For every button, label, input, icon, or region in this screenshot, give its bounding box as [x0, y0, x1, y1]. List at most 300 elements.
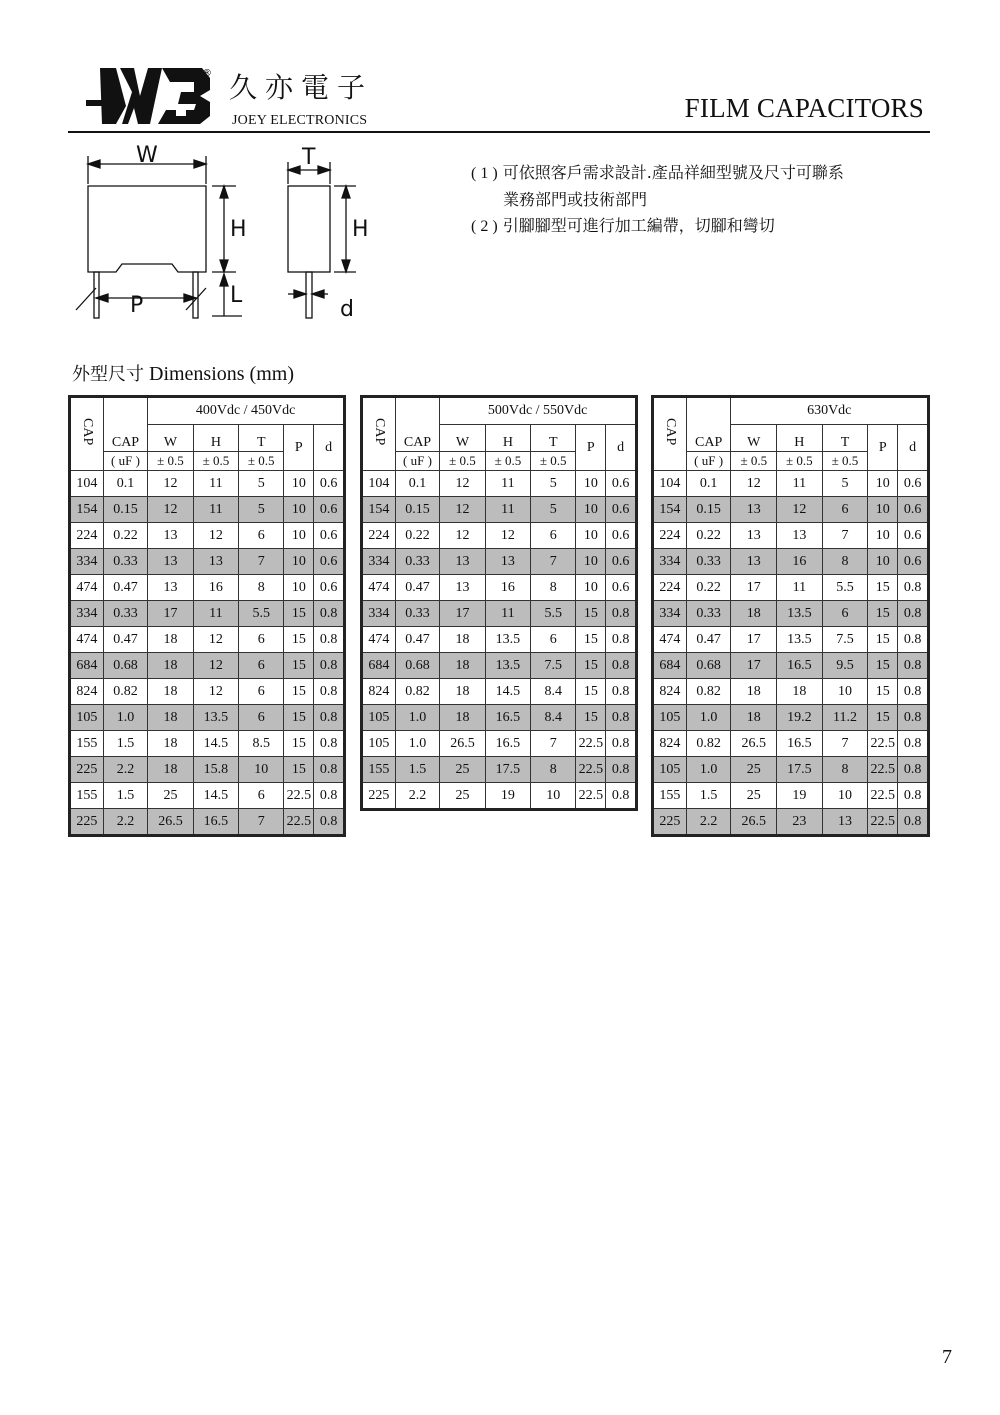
header-w: W	[148, 425, 193, 452]
cell-p-value: 15	[284, 627, 314, 653]
cell-cap-value: 0.15	[686, 497, 731, 523]
cell-d-value: 0.8	[314, 601, 345, 627]
table-row	[653, 705, 929, 731]
cell-cap-code: 105	[653, 705, 687, 731]
cell-d-value: 0.8	[898, 731, 929, 757]
cell-cap-code: 155	[70, 731, 104, 757]
cell-p-value: 15	[284, 679, 314, 705]
cell-w-value: 25	[440, 757, 485, 783]
table-row	[653, 653, 929, 679]
cell-t-value: 6	[239, 783, 284, 809]
cell-d-value: 0.8	[314, 809, 345, 836]
brand-name-chinese: 久亦電子	[229, 71, 374, 104]
cell-cap-code: 104	[362, 471, 396, 497]
cell-cap-value: 0.33	[686, 601, 731, 627]
header-divider	[68, 131, 930, 133]
cell-cap-code: 155	[70, 783, 104, 809]
section-title-english: Dimensions (mm)	[149, 363, 294, 385]
cell-d-value: 0.6	[606, 549, 637, 575]
note-1-number: ( 1 )	[471, 165, 498, 182]
table-row	[70, 523, 345, 549]
header-unit: ( uF )	[103, 452, 148, 471]
table-row	[653, 523, 929, 549]
cell-h-value: 11	[485, 497, 530, 523]
cell-t-value: 8.4	[531, 705, 576, 731]
table-row	[362, 731, 637, 757]
cell-cap-code: 224	[653, 575, 687, 601]
note-2	[471, 213, 844, 240]
cell-d-value: 0.6	[314, 471, 345, 497]
cell-cap-code: 334	[70, 601, 104, 627]
cell-cap-code: 105	[653, 757, 687, 783]
table-row	[653, 471, 929, 497]
cell-t-value: 7	[239, 809, 284, 836]
cell-t-value: 7.5	[531, 653, 576, 679]
cell-w-value: 12	[440, 523, 485, 549]
cell-d-value: 0.8	[606, 601, 637, 627]
cell-h-value: 15.8	[193, 757, 238, 783]
cell-w-value: 13	[731, 549, 777, 575]
cell-cap-value: 0.22	[395, 523, 440, 549]
cell-cap-value: 0.82	[686, 731, 731, 757]
header-p: P	[576, 425, 606, 471]
cell-p-value: 15	[868, 705, 898, 731]
cell-t-value: 5	[239, 471, 284, 497]
header-cap-code: CAP	[362, 397, 396, 471]
header-w-tolerance: ± 0.5	[440, 452, 485, 471]
cell-w-value: 18	[731, 705, 777, 731]
cell-t-value: 8	[239, 575, 284, 601]
cell-w-value: 13	[148, 575, 193, 601]
table-row	[70, 653, 345, 679]
cell-w-value: 25	[731, 783, 777, 809]
header-t: T	[239, 425, 284, 452]
page-title: FILM CAPACITORS	[684, 93, 924, 123]
cell-h-value: 12	[193, 523, 238, 549]
cell-t-value: 5	[531, 497, 576, 523]
cell-w-value: 13	[731, 523, 777, 549]
table-row	[653, 757, 929, 783]
cell-cap-code: 334	[362, 549, 396, 575]
registered-mark: ®	[202, 68, 212, 79]
cell-h-value: 12	[193, 653, 238, 679]
cell-cap-code: 684	[362, 653, 396, 679]
diagram-label-w: W	[136, 143, 158, 168]
cell-p-value: 10	[576, 497, 606, 523]
header-unit: ( uF )	[395, 452, 440, 471]
table-row	[362, 679, 637, 705]
cell-cap-value: 1.0	[395, 705, 440, 731]
table-row	[362, 653, 637, 679]
cell-w-value: 18	[440, 705, 485, 731]
cell-p-value: 15	[284, 653, 314, 679]
cell-d-value: 0.8	[898, 783, 929, 809]
table-row	[362, 471, 637, 497]
note-1	[471, 160, 844, 187]
cell-cap-code: 224	[362, 523, 396, 549]
cell-h-value: 19	[777, 783, 823, 809]
cell-h-value: 11	[193, 471, 238, 497]
table-row	[362, 705, 637, 731]
cell-w-value: 12	[148, 497, 193, 523]
cell-cap-code: 224	[653, 523, 687, 549]
cell-cap-value: 0.68	[686, 653, 731, 679]
cell-t-value: 8.5	[239, 731, 284, 757]
cell-t-value: 6	[531, 627, 576, 653]
header-cap: CAP	[103, 397, 148, 452]
cell-d-value: 0.8	[314, 653, 345, 679]
cell-h-value: 14.5	[485, 679, 530, 705]
cell-cap-code: 104	[653, 471, 687, 497]
diagram-label-h-front: H	[230, 217, 247, 242]
cell-cap-value: 0.33	[103, 601, 148, 627]
header-d: d	[606, 425, 637, 471]
cell-p-value: 10	[576, 471, 606, 497]
cell-cap-value: 2.2	[395, 783, 440, 810]
cell-d-value: 0.8	[606, 783, 637, 810]
cell-t-value: 5	[531, 471, 576, 497]
cell-h-value: 19.2	[777, 705, 823, 731]
cell-p-value: 10	[576, 523, 606, 549]
cell-d-value: 0.6	[606, 471, 637, 497]
cell-cap-value: 1.5	[103, 783, 148, 809]
cell-h-value: 13.5	[777, 601, 823, 627]
cell-d-value: 0.8	[898, 679, 929, 705]
cell-t-value: 5	[822, 471, 868, 497]
header-t: T	[531, 425, 576, 452]
cell-p-value: 22.5	[868, 731, 898, 757]
cell-p-value: 22.5	[868, 757, 898, 783]
cell-cap-value: 0.15	[395, 497, 440, 523]
note-1-continuation: 業務部門或技術部門	[503, 190, 648, 209]
cell-cap-code: 824	[653, 731, 687, 757]
table-row	[362, 523, 637, 549]
cell-t-value: 11.2	[822, 705, 868, 731]
cell-w-value: 18	[440, 653, 485, 679]
cell-cap-code: 104	[70, 471, 104, 497]
cell-w-value: 12	[440, 471, 485, 497]
cell-cap-code: 105	[362, 731, 396, 757]
cell-t-value: 6	[822, 497, 868, 523]
cell-d-value: 0.8	[898, 601, 929, 627]
cell-cap-code: 224	[70, 523, 104, 549]
cell-h-value: 17.5	[485, 757, 530, 783]
cell-t-value: 10	[239, 757, 284, 783]
cell-cap-value: 1.0	[686, 757, 731, 783]
note-2-number: ( 2 )	[471, 218, 498, 235]
cell-d-value: 0.8	[314, 627, 345, 653]
cell-w-value: 26.5	[731, 731, 777, 757]
cell-w-value: 18	[731, 679, 777, 705]
cell-cap-value: 1.5	[395, 757, 440, 783]
cell-w-value: 13	[731, 497, 777, 523]
table-row	[70, 497, 345, 523]
cell-p-value: 10	[284, 497, 314, 523]
cell-t-value: 6	[239, 653, 284, 679]
cell-cap-value: 1.0	[395, 731, 440, 757]
cell-t-value: 10	[822, 783, 868, 809]
dimension-table-2	[360, 395, 638, 811]
cell-t-value: 5	[239, 497, 284, 523]
cell-p-value: 10	[868, 549, 898, 575]
cell-t-value: 5.5	[531, 601, 576, 627]
cell-cap-value: 0.82	[395, 679, 440, 705]
cell-cap-value: 1.0	[686, 705, 731, 731]
header-d: d	[314, 425, 345, 471]
cell-p-value: 10	[868, 523, 898, 549]
cell-cap-value: 1.0	[103, 705, 148, 731]
cell-cap-value: 1.5	[103, 731, 148, 757]
cell-p-value: 15	[868, 627, 898, 653]
cell-w-value: 18	[731, 601, 777, 627]
table-row	[362, 757, 637, 783]
cell-cap-value: 2.2	[686, 809, 731, 836]
cell-w-value: 12	[440, 497, 485, 523]
cell-d-value: 0.6	[606, 523, 637, 549]
cell-h-value: 12	[485, 523, 530, 549]
table-row	[70, 549, 345, 575]
table-row	[70, 705, 345, 731]
cell-h-value: 23	[777, 809, 823, 836]
cell-w-value: 26.5	[731, 809, 777, 836]
cell-h-value: 12	[193, 627, 238, 653]
header-voltage: 400Vdc / 450Vdc	[148, 397, 345, 425]
cell-w-value: 25	[440, 783, 485, 810]
cell-p-value: 10	[284, 523, 314, 549]
cell-d-value: 0.6	[314, 575, 345, 601]
cell-cap-value: 0.1	[686, 471, 731, 497]
cell-d-value: 0.8	[314, 679, 345, 705]
cell-cap-value: 0.47	[103, 627, 148, 653]
table-row	[653, 497, 929, 523]
cell-h-value: 11	[485, 471, 530, 497]
cell-d-value: 0.6	[898, 497, 929, 523]
cell-d-value: 0.6	[314, 549, 345, 575]
cell-cap-value: 0.22	[686, 575, 731, 601]
cell-d-value: 0.6	[898, 523, 929, 549]
cell-d-value: 0.6	[898, 549, 929, 575]
header-voltage: 500Vdc / 550Vdc	[440, 397, 637, 425]
cell-w-value: 13	[148, 549, 193, 575]
cell-d-value: 0.6	[314, 497, 345, 523]
header-h: H	[193, 425, 238, 452]
table-row	[653, 549, 929, 575]
cell-cap-code: 474	[70, 575, 104, 601]
cell-t-value: 7	[531, 549, 576, 575]
header-t-tolerance: ± 0.5	[239, 452, 284, 471]
cell-w-value: 17	[148, 601, 193, 627]
cell-p-value: 15	[284, 731, 314, 757]
cell-cap-value: 2.2	[103, 757, 148, 783]
cell-p-value: 15	[576, 601, 606, 627]
section-title-chinese: 外型尺寸	[72, 364, 144, 385]
cell-w-value: 18	[148, 731, 193, 757]
header-t-tolerance: ± 0.5	[531, 452, 576, 471]
cell-t-value: 9.5	[822, 653, 868, 679]
cell-p-value: 10	[284, 471, 314, 497]
cell-h-value: 19	[485, 783, 530, 810]
cell-cap-value: 0.22	[103, 523, 148, 549]
cell-h-value: 11	[485, 601, 530, 627]
cell-p-value: 22.5	[284, 809, 314, 836]
cell-t-value: 7	[239, 549, 284, 575]
cell-t-value: 13	[822, 809, 868, 836]
cell-cap-code: 474	[653, 627, 687, 653]
cell-cap-code: 155	[362, 757, 396, 783]
cell-w-value: 25	[148, 783, 193, 809]
cell-w-value: 25	[731, 757, 777, 783]
cell-t-value: 6	[239, 523, 284, 549]
table-row	[653, 575, 929, 601]
brand-logo	[82, 62, 216, 132]
cell-cap-value: 0.47	[395, 575, 440, 601]
cell-h-value: 12	[777, 497, 823, 523]
capacitor-dimension-diagram	[66, 140, 386, 332]
cell-h-value: 16	[777, 549, 823, 575]
cell-p-value: 15	[868, 653, 898, 679]
cell-p-value: 15	[576, 679, 606, 705]
cell-p-value: 15	[576, 705, 606, 731]
cell-d-value: 0.8	[606, 627, 637, 653]
cell-cap-value: 0.68	[395, 653, 440, 679]
cell-cap-value: 0.82	[103, 679, 148, 705]
cell-h-value: 16	[193, 575, 238, 601]
cell-t-value: 7	[822, 523, 868, 549]
cell-h-value: 16.5	[485, 731, 530, 757]
cell-cap-code: 105	[70, 705, 104, 731]
cell-t-value: 8.4	[531, 679, 576, 705]
cell-cap-code: 684	[653, 653, 687, 679]
section-title	[72, 360, 294, 386]
header-t: T	[822, 425, 868, 452]
cell-cap-code: 225	[362, 783, 396, 810]
cell-cap-value: 0.1	[103, 471, 148, 497]
cell-cap-code: 225	[70, 757, 104, 783]
cell-p-value: 10	[576, 549, 606, 575]
cell-cap-value: 0.47	[686, 627, 731, 653]
table-row	[653, 679, 929, 705]
cell-cap-code: 334	[70, 549, 104, 575]
cell-t-value: 8	[531, 757, 576, 783]
cell-d-value: 0.8	[314, 705, 345, 731]
cell-t-value: 7	[822, 731, 868, 757]
cell-p-value: 10	[868, 471, 898, 497]
cell-h-value: 13.5	[485, 627, 530, 653]
cell-w-value: 13	[440, 549, 485, 575]
cell-t-value: 5.5	[239, 601, 284, 627]
cell-w-value: 18	[440, 627, 485, 653]
cell-w-value: 17	[731, 575, 777, 601]
diagram-label-t: T	[302, 145, 316, 170]
cell-d-value: 0.8	[898, 809, 929, 836]
cell-h-value: 13	[485, 549, 530, 575]
table-row	[653, 627, 929, 653]
cell-w-value: 17	[731, 627, 777, 653]
cell-d-value: 0.8	[314, 757, 345, 783]
cell-t-value: 6	[239, 679, 284, 705]
cell-cap-value: 0.33	[395, 601, 440, 627]
cell-p-value: 15	[868, 575, 898, 601]
cell-h-value: 11	[777, 575, 823, 601]
cell-d-value: 0.8	[898, 575, 929, 601]
cell-w-value: 12	[148, 471, 193, 497]
table-row	[70, 809, 345, 836]
table-row	[70, 783, 345, 809]
header-p: P	[868, 425, 898, 471]
cell-cap-value: 0.22	[686, 523, 731, 549]
brand-name-english: JOEY ELECTRONICS	[232, 113, 368, 128]
cell-cap-code: 824	[362, 679, 396, 705]
cell-h-value: 16	[485, 575, 530, 601]
header-t-tolerance: ± 0.5	[822, 452, 868, 471]
cell-t-value: 7	[531, 731, 576, 757]
cell-cap-code: 824	[70, 679, 104, 705]
cell-h-value: 13.5	[777, 627, 823, 653]
cell-d-value: 0.8	[606, 653, 637, 679]
cell-d-value: 0.8	[606, 679, 637, 705]
cell-h-value: 11	[193, 601, 238, 627]
cell-w-value: 17	[440, 601, 485, 627]
header-h-tolerance: ± 0.5	[193, 452, 238, 471]
cell-w-value: 18	[148, 627, 193, 653]
cell-h-value: 12	[193, 679, 238, 705]
cell-h-value: 16.5	[777, 731, 823, 757]
cell-t-value: 8	[822, 757, 868, 783]
cell-d-value: 0.6	[606, 497, 637, 523]
cell-t-value: 8	[822, 549, 868, 575]
cell-h-value: 14.5	[193, 783, 238, 809]
diagram-label-p: P	[130, 293, 144, 318]
cell-w-value: 18	[148, 679, 193, 705]
header-unit: ( uF )	[686, 452, 731, 471]
page-number: 7	[942, 1346, 952, 1368]
cell-t-value: 6	[531, 523, 576, 549]
cell-h-value: 17.5	[777, 757, 823, 783]
table-row	[653, 731, 929, 757]
table-row	[362, 627, 637, 653]
cell-p-value: 10	[576, 575, 606, 601]
header-h-tolerance: ± 0.5	[485, 452, 530, 471]
cell-w-value: 17	[731, 653, 777, 679]
cell-t-value: 10	[531, 783, 576, 810]
cell-cap-code: 334	[362, 601, 396, 627]
cell-w-value: 26.5	[148, 809, 193, 836]
header-h: H	[777, 425, 823, 452]
cell-d-value: 0.8	[606, 757, 637, 783]
cell-cap-code: 154	[70, 497, 104, 523]
cell-w-value: 18	[440, 679, 485, 705]
cell-p-value: 10	[284, 549, 314, 575]
cell-cap-code: 474	[362, 627, 396, 653]
cell-p-value: 15	[868, 679, 898, 705]
diagram-label-h-side: H	[352, 217, 369, 242]
cell-d-value: 0.8	[898, 705, 929, 731]
cell-p-value: 15	[284, 757, 314, 783]
cell-cap-code: 154	[653, 497, 687, 523]
cell-w-value: 13	[148, 523, 193, 549]
cell-h-value: 16.5	[485, 705, 530, 731]
diagram-label-d: d	[340, 297, 354, 322]
cell-d-value: 0.8	[606, 705, 637, 731]
cell-h-value: 13.5	[485, 653, 530, 679]
cell-p-value: 10	[868, 497, 898, 523]
cell-cap-code: 225	[70, 809, 104, 836]
note-1-text: 可依照客戶需求設計.產品祥細型號及尺寸可聯系	[502, 163, 844, 182]
cell-p-value: 10	[284, 575, 314, 601]
cell-cap-code: 824	[653, 679, 687, 705]
cell-cap-code: 105	[362, 705, 396, 731]
cell-d-value: 0.8	[898, 757, 929, 783]
